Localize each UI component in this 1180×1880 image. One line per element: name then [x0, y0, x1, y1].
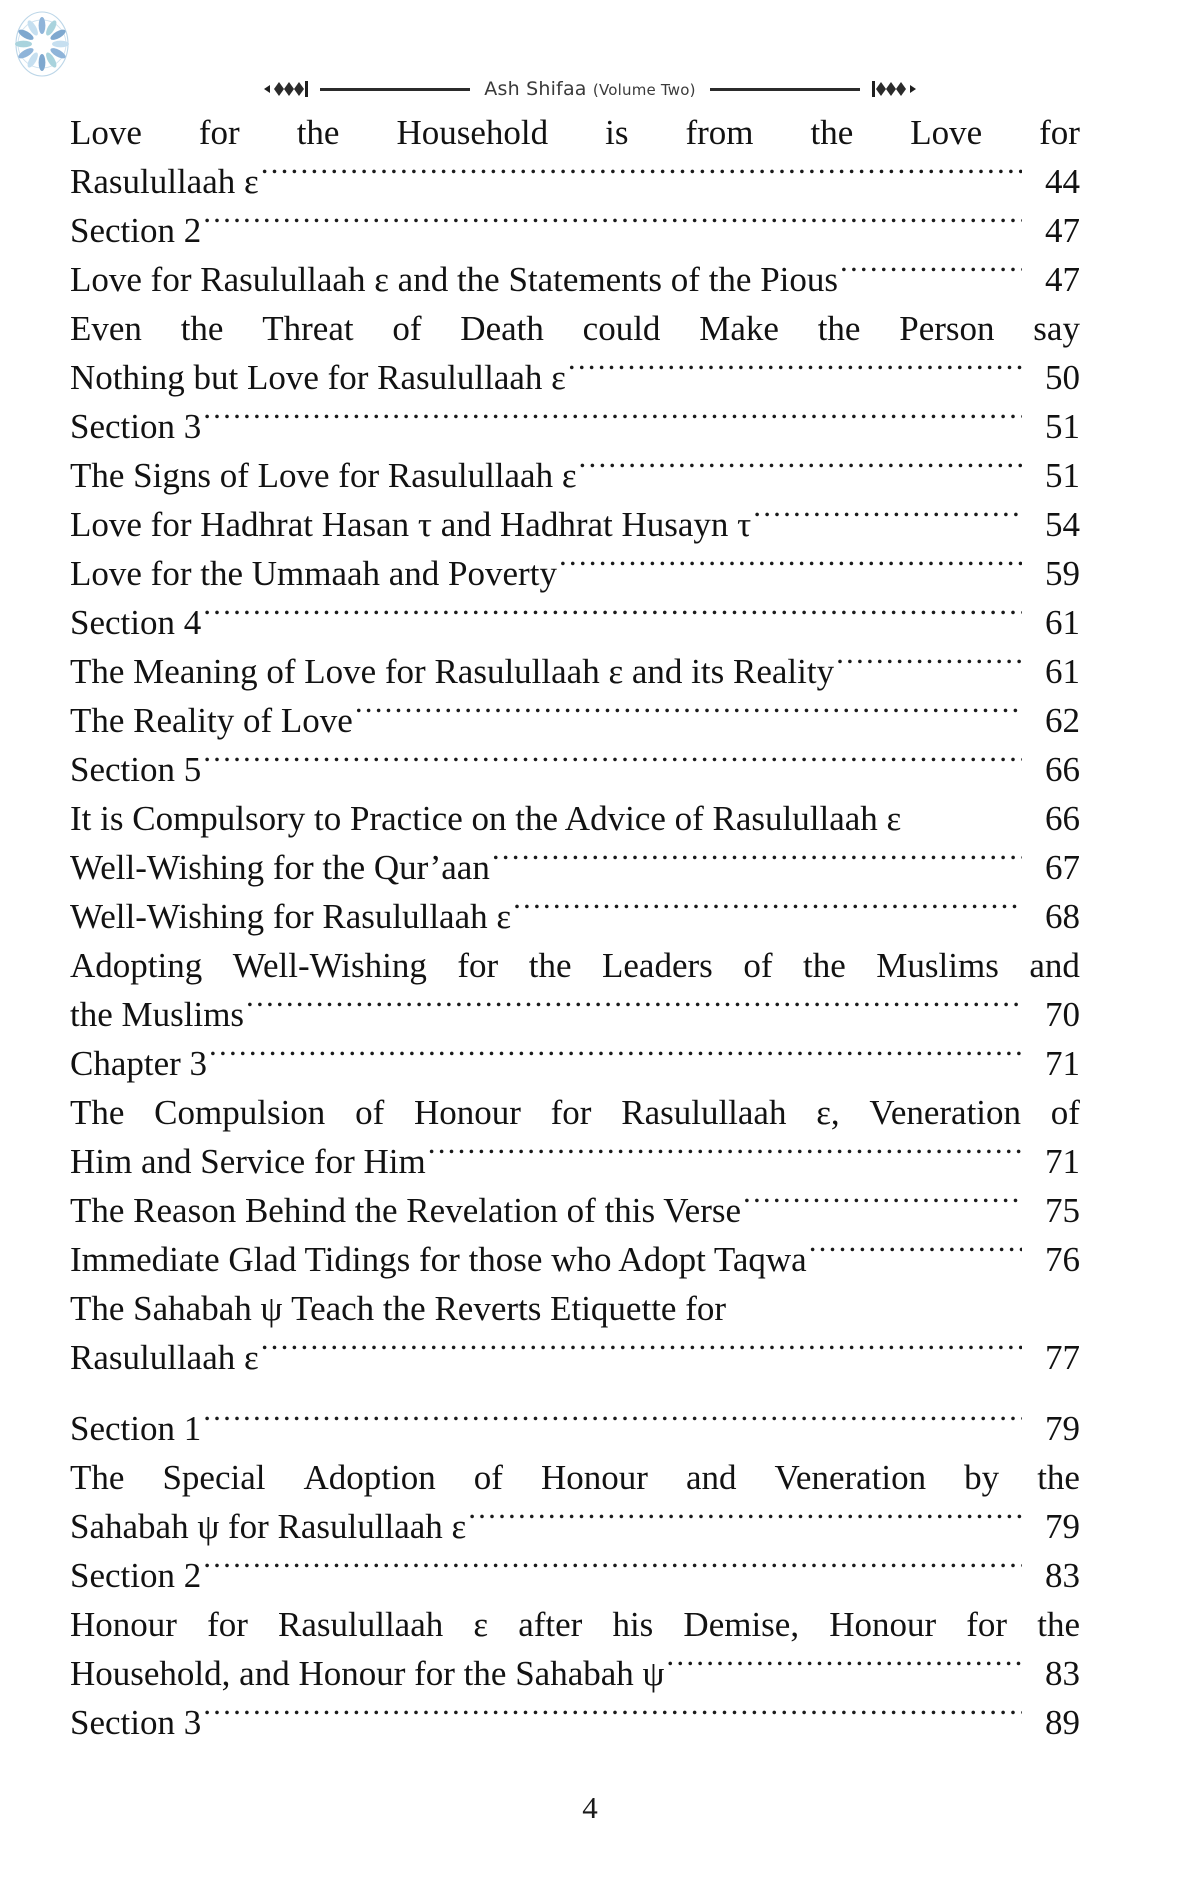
- toc-entry-title: Him and Service for Him: [70, 1142, 426, 1181]
- toc-entry-page-number: 47: [1045, 211, 1080, 250]
- toc-entry[interactable]: [70, 157, 1080, 206]
- toc-word: and: [1029, 946, 1080, 985]
- toc-word: the: [1037, 1458, 1080, 1497]
- toc-entry-page-number: 51: [1045, 407, 1080, 446]
- toc-entry[interactable]: [70, 1649, 1080, 1698]
- toc-word: Special: [162, 1458, 266, 1497]
- toc-word: is: [605, 113, 629, 152]
- toc-dot-leader: [203, 749, 1022, 781]
- toc-entry-title: Section 4: [70, 603, 202, 642]
- toc-entry-page-number: 83: [1045, 1556, 1080, 1595]
- toc-word: the: [803, 946, 846, 985]
- toc-word: could: [582, 309, 661, 348]
- toc-word: for: [550, 1093, 592, 1132]
- toc-entry[interactable]: [70, 1186, 1080, 1235]
- toc-entry-page-number: 68: [1045, 897, 1080, 936]
- toc-dot-leader: [492, 847, 1022, 879]
- toc-word: of: [743, 946, 773, 985]
- toc-entry-title: Immediate Glad Tidings for those who Adopt Taqwa: [70, 1240, 807, 1279]
- toc-entry[interactable]: [70, 598, 1080, 647]
- header-title-volume: (Volume Two): [592, 81, 696, 99]
- toc-entry[interactable]: [70, 647, 1080, 696]
- toc-word: ε,: [816, 1093, 840, 1132]
- toc-entry[interactable]: [70, 206, 1080, 255]
- toc-dot-leader: [513, 896, 1022, 928]
- diamond-ornament-left-icon: [262, 78, 320, 100]
- toc-word: the: [528, 946, 572, 985]
- toc-entry-title: Love for Hadhrat Hasan τ and Hadhrat Husayn τ: [70, 505, 752, 544]
- toc-entry[interactable]: [70, 402, 1080, 451]
- toc-dot-leader: [743, 1190, 1022, 1222]
- toc-entry-title: the Muslims: [70, 995, 245, 1034]
- toc-entry-title: Chapter 3: [70, 1044, 208, 1083]
- toc-entry-title: Section 1: [70, 1409, 202, 1448]
- toc-word: Leaders: [602, 946, 713, 985]
- toc-entry[interactable]: [70, 451, 1080, 500]
- toc-dot-leader: [840, 259, 1022, 291]
- header-rule-right: [710, 88, 860, 91]
- toc-dot-leader: [203, 1555, 1022, 1587]
- toc-word: Adopting: [70, 946, 203, 985]
- toc-dot-leader: [428, 1141, 1022, 1173]
- toc-entry-title: Section 5: [70, 750, 202, 789]
- toc-word: Honour: [413, 1093, 521, 1132]
- toc-entry-title: The Reason Behind the Revelation of this Verse: [70, 1191, 742, 1230]
- toc-entry-page-number: 61: [1045, 603, 1080, 642]
- toc-entry-page-number: 70: [1045, 995, 1080, 1034]
- toc-entry[interactable]: [70, 843, 1080, 892]
- toc-continuation-line: [70, 108, 1080, 157]
- toc-word: Love: [910, 113, 983, 152]
- toc-entry-page-number: 71: [1045, 1142, 1080, 1181]
- toc-word: of: [1050, 1093, 1080, 1132]
- toc-continuation-line: [70, 1453, 1080, 1502]
- diamond-ornament-right-icon: [860, 78, 918, 100]
- toc-word: ε: [473, 1605, 489, 1644]
- toc-entry-page-number: 44: [1045, 162, 1080, 201]
- toc-entry[interactable]: [70, 794, 1080, 843]
- toc-dot-leader: [203, 602, 1022, 634]
- toc-entry-title: Household, and Honour for the Sahabah ψ: [70, 1654, 665, 1693]
- toc-entry-title: Section 3: [70, 1703, 202, 1742]
- toc-word: Death: [460, 309, 544, 348]
- toc-word: for: [966, 1605, 1008, 1644]
- header-rule-left: [320, 88, 470, 91]
- toc-entry-page-number: 59: [1045, 554, 1080, 593]
- toc-entry-title: Section 2: [70, 211, 202, 250]
- toc-dot-leader: [203, 406, 1022, 438]
- toc-entry[interactable]: [70, 1333, 1080, 1382]
- toc-entry-page-number: 79: [1045, 1409, 1080, 1448]
- toc-continuation-line: [70, 1088, 1080, 1137]
- toc-entry-title: The Reality of Love: [70, 701, 353, 740]
- toc-dot-leader: [568, 357, 1022, 389]
- toc-entry-page-number: 61: [1045, 652, 1080, 691]
- toc-word: Veneration: [869, 1093, 1022, 1132]
- toc-entry-page-number: 77: [1045, 1338, 1080, 1377]
- running-header: [0, 76, 1180, 102]
- toc-entry[interactable]: [70, 1039, 1080, 1088]
- toc-entry-page-number: 66: [1045, 750, 1080, 789]
- toc-word: Muslims: [876, 946, 999, 985]
- toc-word: the: [1037, 1605, 1080, 1644]
- toc-entry[interactable]: [70, 549, 1080, 598]
- toc-entry-page-number: 76: [1045, 1240, 1080, 1279]
- toc-dot-leader: [246, 994, 1022, 1026]
- toc-entry-page-number: 51: [1045, 456, 1080, 495]
- toc-dot-leader: [355, 700, 1022, 732]
- toc-word: Honour: [540, 1458, 648, 1497]
- toc-dot-leader: [666, 1653, 1022, 1685]
- toc-word: Compulsion: [154, 1093, 326, 1132]
- toc-entry[interactable]: [70, 745, 1080, 794]
- toc-word: his: [612, 1605, 654, 1644]
- toc-entry-page-number: 89: [1045, 1703, 1080, 1742]
- toc-entry-page-number: 67: [1045, 848, 1080, 887]
- toc-dot-leader: [209, 1043, 1022, 1075]
- toc-word: Household: [396, 113, 549, 152]
- toc-word: Adoption: [303, 1458, 436, 1497]
- toc-entry-page-number: 71: [1045, 1044, 1080, 1083]
- toc-word: of: [473, 1458, 503, 1497]
- toc-dot-leader: [203, 1702, 1022, 1734]
- toc-entry-page-number: 66: [1045, 799, 1080, 838]
- toc-spacer: [70, 1382, 1080, 1404]
- toc-entry-title: Love for the Ummaah and Poverty: [70, 554, 557, 593]
- toc-dot-leader: [203, 210, 1022, 242]
- toc-word: of: [355, 1093, 385, 1132]
- toc-word: by: [964, 1458, 1000, 1497]
- toc-entry-title: Well-Wishing for the Qur’aan: [70, 848, 490, 887]
- toc-word: Well-Wishing: [232, 946, 427, 985]
- toc-dot-leader: [468, 1506, 1022, 1538]
- toc-word: the: [180, 309, 224, 348]
- toc-word: Make: [699, 309, 779, 348]
- toc-entry-title: It is Compulsory to Practice on the Advice of Rasulullaah ε: [70, 799, 902, 838]
- toc-entry-title: Section 2: [70, 1556, 202, 1595]
- toc-entry[interactable]: [70, 696, 1080, 745]
- toc-continuation-line: The Sahabah ψ Teach the Reverts Etiquette for: [70, 1289, 727, 1328]
- toc-continuation-line: [70, 304, 1080, 353]
- toc-word: The: [70, 1093, 125, 1132]
- toc-dot-leader: [809, 1239, 1022, 1271]
- toc-entry-page-number: 75: [1045, 1191, 1080, 1230]
- toc-word: Rasulullaah: [621, 1093, 787, 1132]
- toc-dot-leader: [261, 1337, 1022, 1369]
- toc-dot-leader: [261, 161, 1022, 193]
- toc-entry-title: Section 3: [70, 407, 202, 446]
- toc-entry-title: Love for Rasulullaah ε and the Statements of the Pious: [70, 260, 839, 299]
- toc-word: for: [198, 113, 240, 152]
- toc-entry-page-number: 83: [1045, 1654, 1080, 1693]
- toc-word: Honour: [70, 1605, 177, 1644]
- toc-entry-title: Sahabah ψ for Rasulullaah ε: [70, 1507, 467, 1546]
- toc-dot-leader: [203, 1408, 1022, 1440]
- toc-word: for: [457, 946, 499, 985]
- toc-entry-title: The Meaning of Love for Rasulullaah ε and its Reality: [70, 652, 835, 691]
- mandala-flower-logo: [8, 8, 76, 80]
- toc-dot-leader: [753, 504, 1022, 536]
- toc-continuation-line: [70, 1600, 1080, 1649]
- table-of-contents: [70, 108, 1080, 1747]
- toc-word: for: [1039, 113, 1080, 152]
- header-title-main: Ash Shifaa: [484, 78, 587, 100]
- toc-entry-page-number: 79: [1045, 1507, 1080, 1546]
- toc-word: say: [1033, 309, 1080, 348]
- toc-entry[interactable]: [70, 1698, 1080, 1747]
- toc-word: Even: [70, 309, 142, 348]
- toc-dot-leader: [559, 553, 1022, 585]
- toc-word: Demise,: [683, 1605, 800, 1644]
- toc-word: for: [207, 1605, 248, 1644]
- toc-entry[interactable]: [70, 353, 1080, 402]
- toc-entry-title: The Signs of Love for Rasulullaah ε: [70, 456, 577, 495]
- toc-word: after: [518, 1605, 583, 1644]
- toc-entry[interactable]: [70, 1551, 1080, 1600]
- toc-word: of: [392, 309, 422, 348]
- toc-entry-title: Nothing but Love for Rasulullaah ε: [70, 358, 566, 397]
- toc-entry-title: Rasulullaah ε: [70, 162, 259, 201]
- toc-word: Love: [70, 113, 142, 152]
- toc-dot-leader: [579, 455, 1022, 487]
- toc-entry[interactable]: [70, 990, 1080, 1039]
- toc-entry-page-number: 54: [1045, 505, 1080, 544]
- toc-entry[interactable]: [70, 1502, 1080, 1551]
- toc-entry[interactable]: [70, 1404, 1080, 1453]
- toc-word: Rasulullaah: [278, 1605, 444, 1644]
- toc-continuation-line: [70, 941, 1080, 990]
- toc-word: the: [810, 113, 854, 152]
- toc-entry-title: Rasulullaah ε: [70, 1338, 259, 1377]
- toc-word: the: [817, 309, 861, 348]
- toc-word: Honour: [829, 1605, 937, 1644]
- toc-word: the: [296, 113, 340, 152]
- toc-entry-title: Well-Wishing for Rasulullaah ε: [70, 897, 512, 936]
- header-title: [470, 78, 709, 100]
- toc-word: and: [685, 1458, 737, 1497]
- toc-entry-page-number: 47: [1045, 260, 1080, 299]
- toc-entry[interactable]: [70, 255, 1080, 304]
- toc-dot-leader: [836, 651, 1022, 683]
- toc-word: Person: [899, 309, 995, 348]
- toc-word: Threat: [262, 309, 354, 348]
- toc-dot-leader: [903, 798, 1022, 830]
- toc-entry-page-number: 50: [1045, 358, 1080, 397]
- toc-entry[interactable]: [70, 892, 1080, 941]
- toc-entry[interactable]: [70, 1137, 1080, 1186]
- toc-entry-page-number: 62: [1045, 701, 1080, 740]
- page-number-footer: 4: [582, 1790, 598, 1825]
- toc-word: Veneration: [774, 1458, 927, 1497]
- toc-word: from: [685, 113, 754, 152]
- toc-word: The: [70, 1458, 125, 1497]
- toc-entry[interactable]: [70, 1235, 1080, 1284]
- toc-entry[interactable]: [70, 500, 1080, 549]
